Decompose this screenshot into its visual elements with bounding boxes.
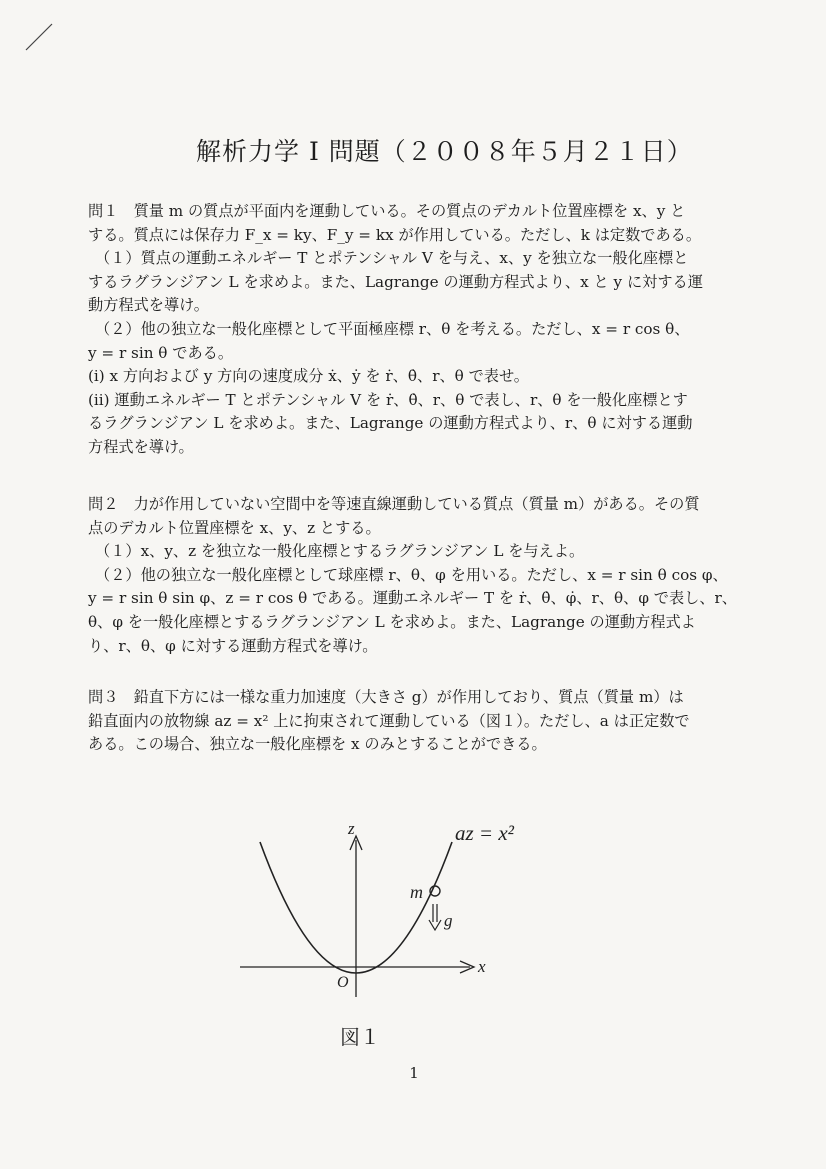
problem-1-line: するラグランジアン L を求めよ。また、Lagrange の運動方程式より、x と y に対する運 (88, 272, 703, 291)
problem-1-line: y = r sin θ である。 (88, 343, 234, 362)
figure-1 (222, 812, 522, 1052)
problem-2-line: 問２ 力が作用していない空間中を等速直線運動している質点（質量 m）がある。その質 (88, 495, 700, 513)
problem-1 (88, 200, 738, 460)
page-number: 1 (409, 1064, 419, 1082)
mass-label: m (410, 882, 423, 902)
problem-1-line: する。質点には保存力 F_x = ky、F_y = kx が作用している。ただし、k は定数である。 (88, 225, 702, 244)
problem-1-line: (ii) 運動エネルギー T とポテンシャル V を ṙ、θ̇、r、θ で表し、r、θ を一般化座標とす (88, 390, 688, 409)
origin-label: O (337, 974, 349, 991)
problem-2-line: θ、φ を一般化座標とするラグランジアン L を求めよ。また、Lagrange の運動方程式よ (88, 612, 696, 631)
z-axis-label: z (348, 819, 355, 838)
problem-2-line: り、r、θ、φ に対する運動方程式を導け。 (88, 636, 378, 655)
pen-stroke-mark (20, 16, 60, 56)
figure-equation: az = x² (455, 821, 514, 845)
problem-1-line: (i) x 方向および y 方向の速度成分 ẋ、ẏ を ṙ、θ̇、r、θ で表せ。 (88, 367, 529, 386)
problem-1-line: るラグランジアン L を求めよ。また、Lagrange の運動方程式より、r、θ に対する運動 (88, 414, 693, 433)
problem-2-line: （１）x、y、z を独立な一般化座標とするラグランジアン L を与えよ。 (95, 542, 585, 561)
problem-2 (88, 493, 738, 658)
x-axis-label: x (478, 957, 486, 976)
problem-2-line: 点のデカルト位置座標を x、y、z とする。 (88, 518, 381, 537)
gravity-arrow (429, 904, 441, 930)
gravity-label: g (444, 911, 453, 930)
problem-3-line: 鉛直面内の放物線 az = x² 上に拘束されて運動している（図１）。ただし、a は正定数で (88, 711, 690, 730)
problem-1-line: （１）質点の運動エネルギー T とポテンシャル V を与え、x、y を独立な一般化座標と (95, 249, 689, 268)
figure-caption: 図１ (340, 1025, 380, 1049)
problem-1-line: （２）他の独立な一般化座標として平面極座標 r、θ を考える。ただし、x = r cos θ、 (95, 319, 690, 338)
page-title: 解析力学 I 問題（２００８年５月２１日） (196, 137, 693, 166)
problem-2-line: （２）他の独立な一般化座標として球座標 r、θ、φ を用いる。ただし、x = r sin θ cos φ、 (95, 565, 728, 584)
problem-3-line: 問３ 鉛直下方には一様な重力加速度（大きさ g）が作用しており、質点（質量 m）は (88, 688, 684, 706)
problem-3-line: ある。この場合、独立な一般化座標を x のみとすることができる。 (88, 735, 547, 754)
problem-1-line: 問１ 質量 m の質点が平面内を運動している。その質点のデカルト位置座標を x、y と (88, 202, 686, 220)
problem-2-line: y = r sin θ sin φ、z = r cos θ である。運動エネルギー T を ṙ、θ̇、φ̇、r、θ、φ で表し、r、 (88, 589, 737, 608)
problem-1-line: 方程式を導け。 (88, 437, 194, 456)
problem-1-line: 動方程式を導け。 (88, 296, 209, 315)
problem-3 (88, 686, 738, 757)
